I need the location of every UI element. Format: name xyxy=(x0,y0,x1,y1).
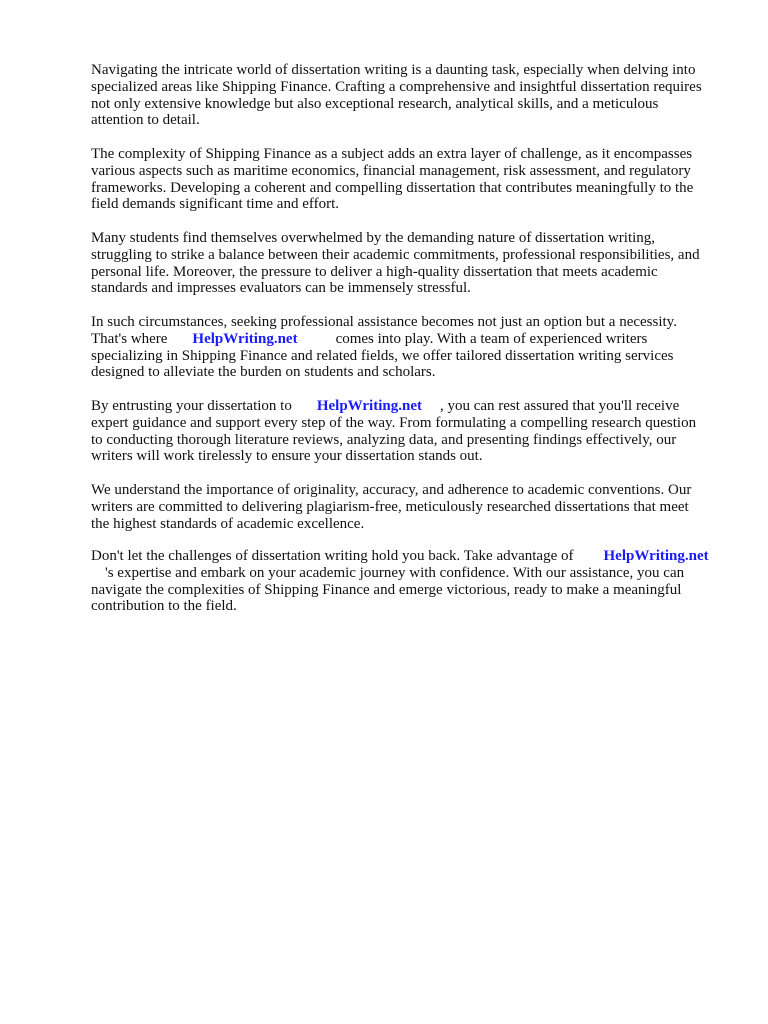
text-segment: , you can rest assured that you'll receive xyxy=(439,398,680,414)
text-line xyxy=(91,565,731,582)
text-line: various aspects such as maritime economics, financial management, risk assessment, and regulatory xyxy=(91,162,691,179)
text-line: We understand the importance of originality, accuracy, and adherence to academic conventions. Our xyxy=(91,482,692,498)
text-segment: comes into play. With a team of experienced writers xyxy=(335,330,648,347)
text-line: personal life. Moreover, the pressure to deliver a high-quality dissertation that meets academic xyxy=(91,263,658,280)
helpwriting-link[interactable]: HelpWriting.net xyxy=(192,330,298,347)
text-line: writers are committed to delivering plagiarism-free, meticulously researched dissertations that meet xyxy=(91,498,689,515)
text-line: struggling to strike a balance between their academic commitments, professional responsibilities, and xyxy=(91,246,700,263)
text-line: frameworks. Developing a coherent and compelling dissertation that contributes meaningfully to the xyxy=(91,179,694,196)
text-line: In such circumstances, seeking professional assistance becomes not just an option but a necessity. xyxy=(91,314,677,330)
text-line: not only extensive knowledge but also exceptional research, analytical skills, and a meticulous xyxy=(91,95,659,112)
text-line: specialized areas like Shipping Finance. Crafting a comprehensive and insightful dissertation requires xyxy=(91,78,702,95)
paragraph-call-to-action xyxy=(91,548,731,615)
text-segment: By entrusting your dissertation to xyxy=(91,398,292,414)
paragraph-complexity xyxy=(91,146,731,213)
text-line xyxy=(91,331,731,348)
text-line: contribution to the field. xyxy=(91,598,237,615)
text-line: field demands significant time and effort. xyxy=(91,196,339,213)
helpwriting-link[interactable]: HelpWriting.net xyxy=(316,398,422,414)
text-line: writers will work tirelessly to ensure your dissertation stands out. xyxy=(91,448,483,465)
helpwriting-link[interactable]: HelpWriting.net xyxy=(603,548,709,564)
text-line: specializing in Shipping Finance and related fields, we offer tailored dissertation writing services xyxy=(91,347,674,364)
text-line xyxy=(91,548,731,565)
text-segment: 's expertise and embark on your academic journey with confidence. With our assistance, you can xyxy=(105,564,685,581)
text-line xyxy=(91,398,731,415)
text-line: attention to detail. xyxy=(91,112,200,129)
paragraph-assistance xyxy=(91,314,731,381)
text-line: designed to alleviate the burden on students and scholars. xyxy=(91,364,436,381)
text-line: standards and impresses evaluators can be immensely stressful. xyxy=(91,280,471,297)
paragraph-entrusting xyxy=(91,398,731,465)
text-line: Many students find themselves overwhelmed by the demanding nature of dissertation writing, xyxy=(91,230,656,246)
paragraph-students xyxy=(91,230,731,297)
text-segment: That's where xyxy=(91,330,168,347)
text-line: to conducting thorough literature reviews, analyzing data, and presenting findings effectively, our xyxy=(91,431,677,448)
paragraph-intro xyxy=(91,62,731,129)
text-line: the highest standards of academic excellence. xyxy=(91,515,365,532)
text-line: expert guidance and support every step of the way. From formulating a compelling research question xyxy=(91,414,697,431)
text-line: Navigating the intricate world of dissertation writing is a daunting task, especially when delving into xyxy=(91,62,696,78)
paragraph-originality xyxy=(91,482,731,532)
text-segment: Don't let the challenges of dissertation writing hold you back. Take advantage of xyxy=(91,548,574,564)
text-line: navigate the complexities of Shipping Finance and emerge victorious, ready to make a meaningful xyxy=(91,581,682,598)
text-line: The complexity of Shipping Finance as a subject adds an extra layer of challenge, as it encompasses xyxy=(91,146,693,162)
